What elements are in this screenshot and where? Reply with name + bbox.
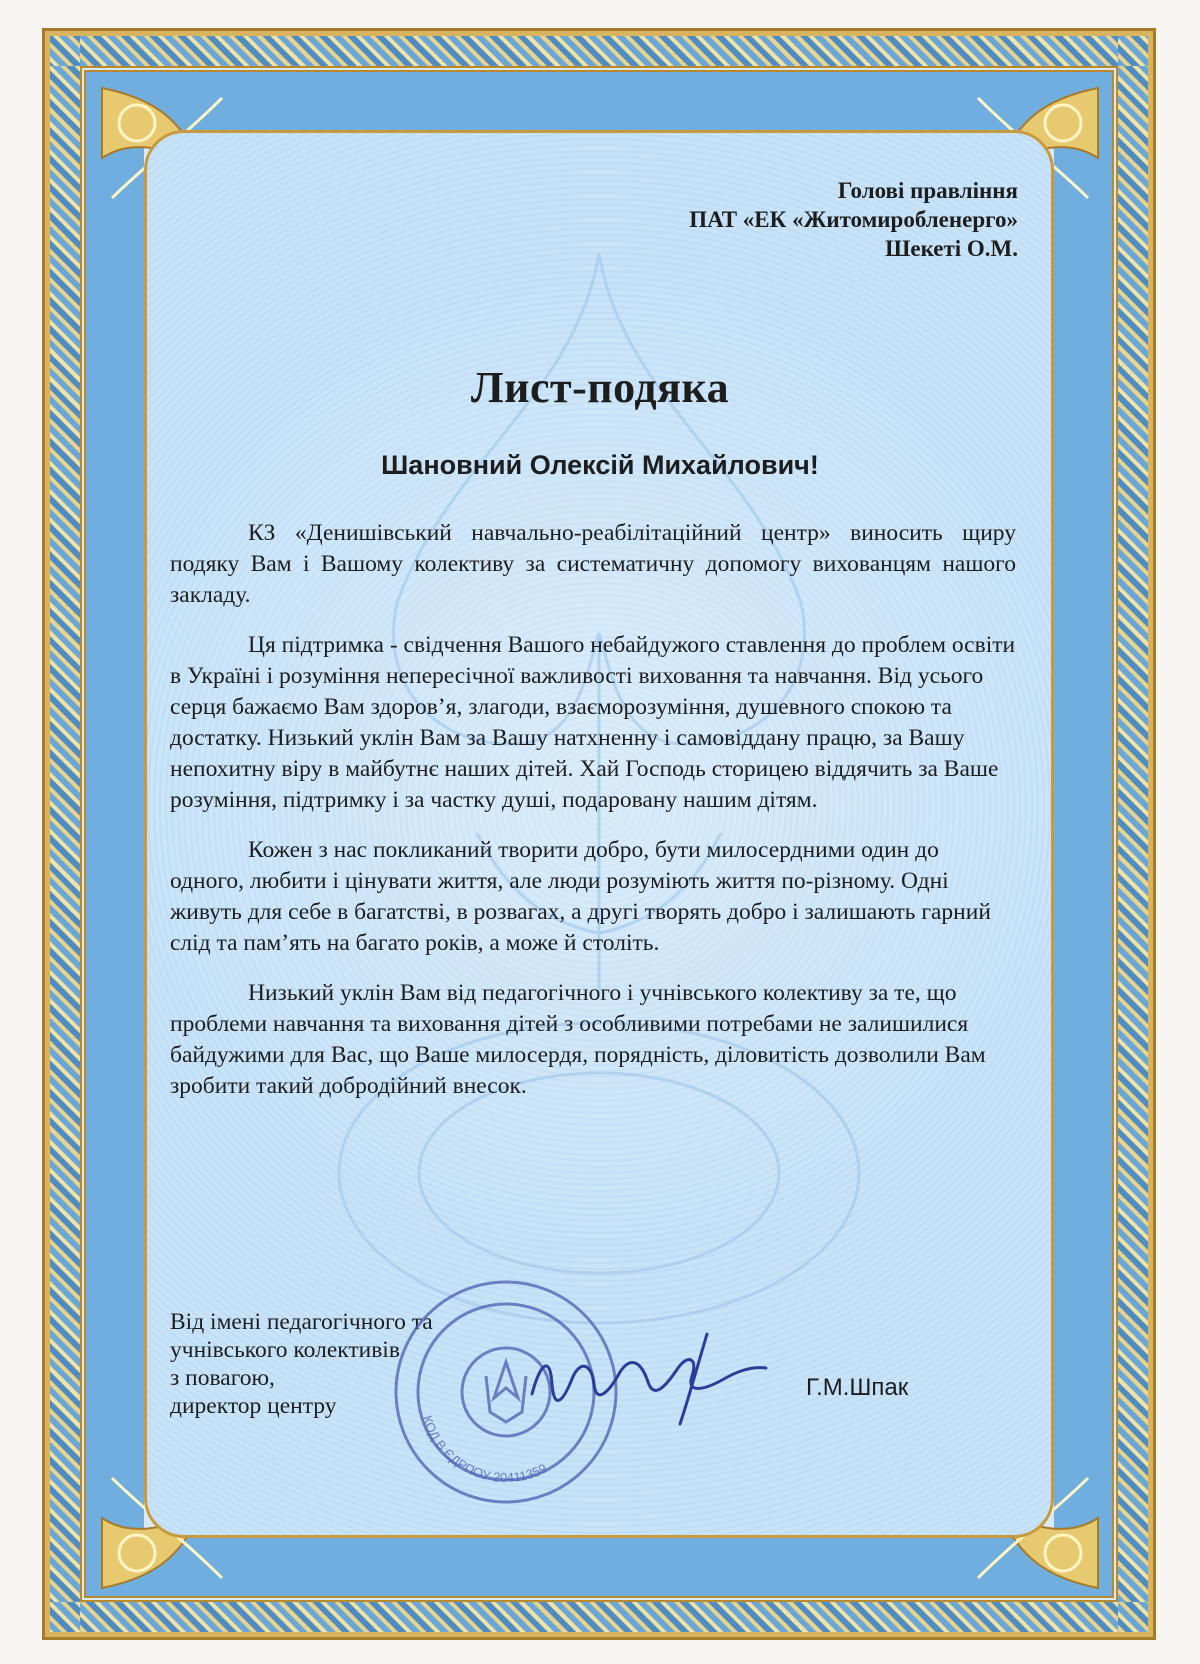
- signature-line: учнівського колективів: [170, 1337, 400, 1363]
- signature-line: Від імені педагогічного та: [170, 1309, 433, 1335]
- addressee-line: Шекеті О.М.: [885, 236, 1018, 261]
- salutation: Шановний Олексій Михайлович!: [381, 450, 819, 480]
- signature-line: з повагою,: [170, 1365, 275, 1391]
- body-paragraph: КЗ «Денишівський навчально-реабілітаційний центр» виносить щиру подяку Вам і Вашому колективу за систематичну допомогу вихованцям нашого закладу.: [170, 520, 1016, 608]
- addressee-line: Голові правління: [837, 178, 1018, 203]
- handwritten-signature-icon: [522, 1324, 772, 1434]
- footer-print: [360, 1650, 920, 1660]
- signature-line: директор центру: [170, 1393, 337, 1419]
- addressee-block: [689, 176, 1018, 263]
- addressee-line: ПАТ «ЕК «Житомиробленерго»: [689, 207, 1018, 232]
- document-title: Лист-подяка: [470, 363, 730, 412]
- letter-body: [170, 518, 1016, 1121]
- director-name: Г.М.Шпак: [806, 1374, 909, 1401]
- body-paragraph: Кожен з нас покликаний творити добро, бути милосердними один до одного, любити і цінувати життя, але люди розуміють життя по-різному. Одні живуть для себе в багатстві, в розвагах, а другі творять добро і залишають гарний слід та пам’ять на багато років, а може й століть.: [170, 837, 991, 956]
- body-paragraph: Низький уклін Вам від педагогічного і учнівського колективу за те, що проблеми навчання та виховання дітей з особливими потребами не залишилися байдужими для Вас, що Ваше милосердя, порядність, діловитість дозволили Вам зробити такий добродійний внесок.: [170, 980, 986, 1099]
- stamp-code-text: КОД В ЄДРПОУ 20411359: [419, 1413, 550, 1486]
- body-paragraph: Ця підтримка - свідчення Вашого небайдужого ставлення до проблем освіти в Україні і розуміння непересічної важливості виховання та навчання. Від усього серця бажаємо Вам здоров’я, злагоди, взаєморозуміння, душевного спокою та достатку. Низький уклін Вам за Вашу натхненну і самовіддану працю, за Вашу непохитну віру в майбутнє наших дітей. Хай Господь сторицею віддячить за Ваше розуміння, підтримку і за частку душі, подаровану нашим дітям.: [170, 632, 1016, 813]
